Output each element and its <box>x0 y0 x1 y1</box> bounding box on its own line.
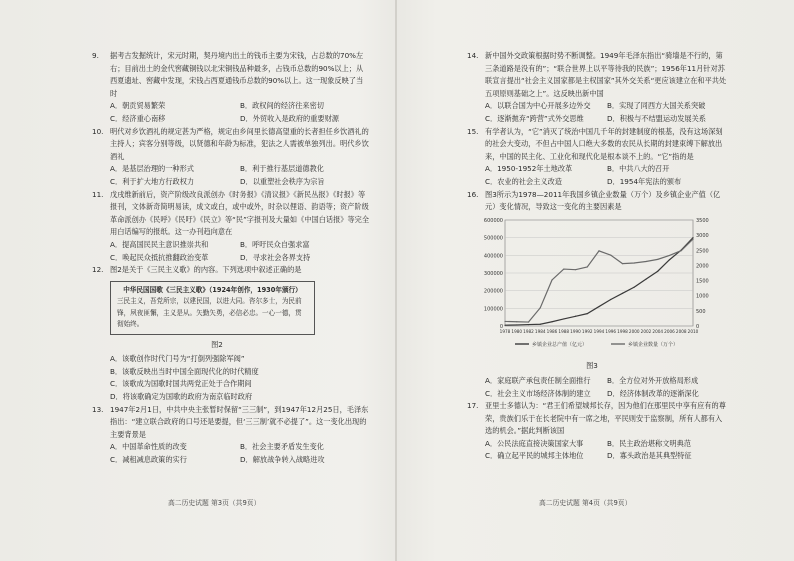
right-axis-tick-label: 2500 <box>696 248 709 255</box>
excerpt-body: 三民主义，吾党所宗，以建民国，以进大同。咨尔多士，为民前锋，夙夜匪懈，主义是从。矢勤矢勇，必信必忠。一心一德，贯彻始终。 <box>117 297 302 329</box>
x-axis-tick-label: 1978 <box>499 328 511 334</box>
series-2-point <box>504 321 505 322</box>
series-1-point <box>551 321 552 322</box>
option-b[interactable]: B．民主政治堪称文明典范 <box>607 438 691 448</box>
option-d[interactable]: D．经济体制改革的逐渐深化 <box>607 388 699 398</box>
question-options <box>467 100 729 125</box>
series-1-point <box>610 299 611 300</box>
left-axis-tick-label: 500000 <box>483 235 503 242</box>
series-1-point <box>634 286 635 287</box>
question-stem: 有学者认为，“它”消灭了统治中国几千年的封建制度的根基，没有这场深刻的社会大变动，不但占中国人口绝大多数的农民从长期的封建束缚下解放出来，中国的民主化、工业化和现代化是根本谈不上的。“它”指的是 <box>485 126 723 161</box>
question-13 <box>92 404 370 442</box>
question-number: 12. <box>92 265 104 275</box>
question-stem: 明代对乡饮酒礼的规定甚为严格，规定由乡间里长德高望重的长者担任乡饮酒礼的主持人；宾客分别等级，以贤德和年龄为标准，犯法之人需被单独列出。明代乡饮酒礼 <box>110 126 369 161</box>
legend-label-2: 乡镇企业数量（万个） <box>628 341 679 348</box>
question-stem: 新中国外交政策根据时势不断调整。1949年毛泽东指出“骑墙是不行的，第三条道路是没有的”；“联合世界上以平等待我的民族”；1956年11月针对苏联宣言提出“社会主义国家都是主权国家”其外交关系“更应该建立在和平共处五项原则基础之上”。这反映出新中国 <box>485 51 727 98</box>
series-2-point <box>516 321 517 322</box>
series-2-point <box>598 250 599 251</box>
x-axis-tick-label: 1992 <box>581 328 593 334</box>
series-2-point <box>540 307 541 308</box>
x-axis-tick-label: 2010 <box>687 328 699 334</box>
option-b[interactable]: B．社会主要矛盾发生变化 <box>240 442 324 452</box>
question-options <box>467 163 729 188</box>
right-axis-tick-label: 1500 <box>696 278 709 285</box>
series-2-point <box>587 266 588 267</box>
option-c[interactable]: C．农业的社会主义改造 <box>485 176 562 186</box>
option-a[interactable]: A．公民法庭直接决策国家大事 <box>485 438 584 448</box>
option-b[interactable]: B．全方位对外开放格局形成 <box>607 375 699 385</box>
series-line-2 <box>505 239 693 322</box>
option-b[interactable]: B．政权间的经济往来密切 <box>240 101 324 111</box>
x-axis-tick-label: 2000 <box>628 328 640 334</box>
question-stem: 图3所示为1978—2011年我国乡镇企业数量（万个）及乡镇企业产值（亿元）变化情况，导致这一变化的主要因素是 <box>485 189 721 212</box>
excerpt-title: 中华民国国歌《三民主义歌》（1924年创作，1930年颁行） <box>123 285 302 294</box>
series-2-point <box>692 238 693 239</box>
question-number: 14. <box>467 51 479 60</box>
option-c[interactable]: C．减租减息政策的实行 <box>110 455 187 465</box>
option-a[interactable]: A．该歌创作时代门号为“打倒列强除军阀” <box>110 354 245 364</box>
song-excerpt-box <box>110 281 315 335</box>
question-number: 10. <box>92 126 104 136</box>
right-axis-tick-label: 2000 <box>696 263 709 270</box>
x-axis-tick-label: 1990 <box>570 328 581 334</box>
right-page <box>467 50 729 463</box>
x-axis-tick-label: 1984 <box>534 328 546 334</box>
right-axis-tick-label: 500 <box>696 308 706 315</box>
option-a[interactable]: A．家庭联产承包责任制全面推行 <box>485 375 591 385</box>
x-axis-tick-label: 1988 <box>558 328 570 334</box>
option-d[interactable]: D．将该歌确定为国歌的政府为南京临时政府 <box>110 392 253 402</box>
series-2-point <box>622 263 623 264</box>
series-2-point <box>657 258 658 259</box>
series-1-point <box>587 313 588 314</box>
series-2-point <box>575 269 576 270</box>
figure-caption: 图2 <box>211 339 223 349</box>
left-axis-tick-label: 300000 <box>483 270 503 277</box>
option-b[interactable]: B．该歌反映出当时中国全面现代化的时代精度 <box>110 366 259 376</box>
right-axis-tick-label: 3500 <box>696 217 709 224</box>
left-axis-tick-label: 0 <box>499 323 503 330</box>
legend-label-1: 乡镇企业总产值（亿元） <box>532 341 588 348</box>
option-d[interactable]: D．外贸收入是政府的重要财源 <box>240 113 339 123</box>
option-a[interactable]: A．中国革命性质的改变 <box>110 442 187 452</box>
question-12 <box>92 264 370 277</box>
question-number: 16. <box>467 189 479 199</box>
series-1-point <box>563 318 564 319</box>
series-1-point <box>657 270 658 271</box>
series-1-point <box>645 278 646 279</box>
series-1-point <box>598 306 599 307</box>
option-b[interactable]: B．实现了同西方大国关系突破 <box>607 101 706 111</box>
question-17 <box>467 400 729 438</box>
option-b[interactable]: B．利于推行基层道德教化 <box>240 164 324 174</box>
township-enterprise-chart <box>479 214 719 354</box>
series-2-point <box>669 255 670 256</box>
x-axis-tick-label: 1998 <box>617 328 628 334</box>
series-2-point <box>528 321 529 322</box>
series-2-point <box>551 279 552 280</box>
series-2-point <box>645 261 646 262</box>
x-axis-tick-label: 1996 <box>605 328 617 334</box>
x-axis-tick-label: 2004 <box>652 328 664 334</box>
option-c[interactable]: C．利于扩大地方行政权力 <box>110 176 195 186</box>
left-axis-tick-label: 600000 <box>483 217 503 224</box>
question-10 <box>92 126 370 164</box>
question-16 <box>467 189 729 214</box>
question-options <box>467 375 729 400</box>
option-c[interactable]: C．该歌成为国歌时国共两党正处于合作期间 <box>110 379 252 389</box>
series-1-point <box>528 324 529 325</box>
right-axis-tick-label: 3000 <box>696 232 709 239</box>
x-axis-tick-label: 2002 <box>640 328 652 334</box>
question-number: 11. <box>92 189 104 199</box>
series-1-point <box>504 324 505 325</box>
series-1-point <box>516 324 517 325</box>
question-9 <box>92 50 370 100</box>
series-1-point <box>540 323 541 324</box>
chart-container <box>479 214 729 359</box>
question-number: 9. <box>92 51 99 60</box>
question-11 <box>92 189 370 239</box>
series-1-point <box>575 315 576 316</box>
question-stem: 据考古发掘统计，宋元时期，契丹境内出土的钱币主要为宋钱，占总数的70%左右；目前出土的金代窖藏铜钱以北宋铜钱品种最多，占钱币总数的90%以上；从西夏遗址、窖藏中发现，宋钱占西夏通钱币总数的90%以上。这一现象反映了当时 <box>110 51 364 98</box>
page-fold <box>395 0 397 561</box>
question-options <box>92 100 370 125</box>
left-axis-tick-label: 200000 <box>483 288 503 295</box>
option-a[interactable]: A．1950-1952年土地改革 <box>485 164 573 174</box>
option-b[interactable]: B．中共八大的召开 <box>607 164 670 174</box>
left-axis-tick-label: 100000 <box>483 306 503 313</box>
question-number: 17. <box>467 401 479 411</box>
option-c[interactable]: C．社会主义市场经济体制的建立 <box>485 388 591 398</box>
option-b[interactable]: B．呼吁民众自强求富 <box>240 239 310 249</box>
option-a[interactable]: A．朝贡贸易繁荣 <box>110 101 166 111</box>
figure-caption: 图3 <box>586 361 598 371</box>
question-stem: 图2是关于《三民主义歌》的内容。下列选项中叙述正确的是 <box>110 265 302 275</box>
option-c[interactable]: C．经济重心南移 <box>110 113 166 123</box>
series-1-point <box>669 259 670 260</box>
x-axis-tick-label: 2006 <box>664 328 675 334</box>
series-2-point <box>681 250 682 251</box>
page-footer-left: 高二历史试题 第3页（共9页） <box>168 499 261 507</box>
x-axis-tick-label: 1986 <box>546 328 558 334</box>
option-c[interactable]: C．逐渐拋弃“跨营”式外交思维 <box>485 113 584 123</box>
series-2-point <box>610 254 611 255</box>
right-axis-tick-label: 1000 <box>696 293 709 300</box>
option-c[interactable]: C．确立起平民的城邦主体地位 <box>485 451 584 461</box>
question-number: 15. <box>467 126 479 136</box>
x-axis-tick-label: 1980 <box>511 328 523 334</box>
question-stem: 亚里士多德认为：“君王们希望城邦长存，因为他们在那里民中享有应有的尊荣，贵族们乐于在长老院中有一席之地，平民则安于监察制，所有人都有入选的机会。”据此判断该国 <box>485 401 726 436</box>
series-2-point <box>563 268 564 269</box>
question-stem: 1947年2月1日，中共中央主张暂时保留“三三制”，到1947年12月25日，毛泽东指出：“建立联合政府的口号还是要提，但‘三三制’就不必提了”。这一变化出现的主要背景是 <box>110 404 369 439</box>
page-footer-right: 高二历史试题 第4页（共9页） <box>539 499 632 507</box>
x-axis-tick-label: 1982 <box>523 328 534 334</box>
option-d[interactable]: D．寻求社会各界支持 <box>240 252 311 262</box>
option-a[interactable]: A．提高国民民主意识推崇共和 <box>110 239 209 249</box>
option-d[interactable]: D．以重塑社会秩序为宗旨 <box>240 176 325 186</box>
question-options <box>92 441 370 466</box>
left-axis-tick-label: 400000 <box>483 253 503 260</box>
question-number: 13. <box>92 404 104 414</box>
option-d[interactable]: D．寡头政治是其典型特征 <box>607 451 692 461</box>
series-1-point <box>692 237 693 238</box>
x-axis-tick-label: 1994 <box>593 328 605 334</box>
question-14 <box>467 50 729 100</box>
option-a[interactable]: A．是基层治理的一种形式 <box>110 164 194 174</box>
option-d[interactable]: D．解放战争转入战略进攻 <box>240 455 325 465</box>
right-axis-tick-label: 0 <box>696 323 700 330</box>
question-options <box>467 438 729 463</box>
series-1-point <box>622 292 623 293</box>
option-c[interactable]: C．唤起民众抵抗推翻政治变革 <box>110 252 209 262</box>
option-d[interactable]: D．积极与不结盟运动发展关系 <box>607 113 706 123</box>
option-a[interactable]: A．以联合国为中心开展多边外交 <box>485 101 591 111</box>
question-options <box>92 239 370 264</box>
question-options <box>92 163 370 188</box>
series-2-point <box>634 262 635 263</box>
question-options <box>92 353 370 403</box>
question-15 <box>467 126 729 164</box>
question-stem: 戊戌维新前后，资产阶级改良派创办《时务报》《清议报》《新民丛报》《时报》等报刊，文体新奇简明易读，成文或白，或中或外，时杂以俚语、韵语等；资产阶级革命派创办《民呼》《民吁》《民立》等“民”字报刊及大量如《中国白话报》等完全用白话编写的报纸。这一办刊趋向意在 <box>110 189 370 237</box>
left-page <box>92 50 370 467</box>
option-d[interactable]: D．1954年宪法的颁布 <box>607 176 682 186</box>
x-axis-tick-label: 2008 <box>675 328 687 334</box>
